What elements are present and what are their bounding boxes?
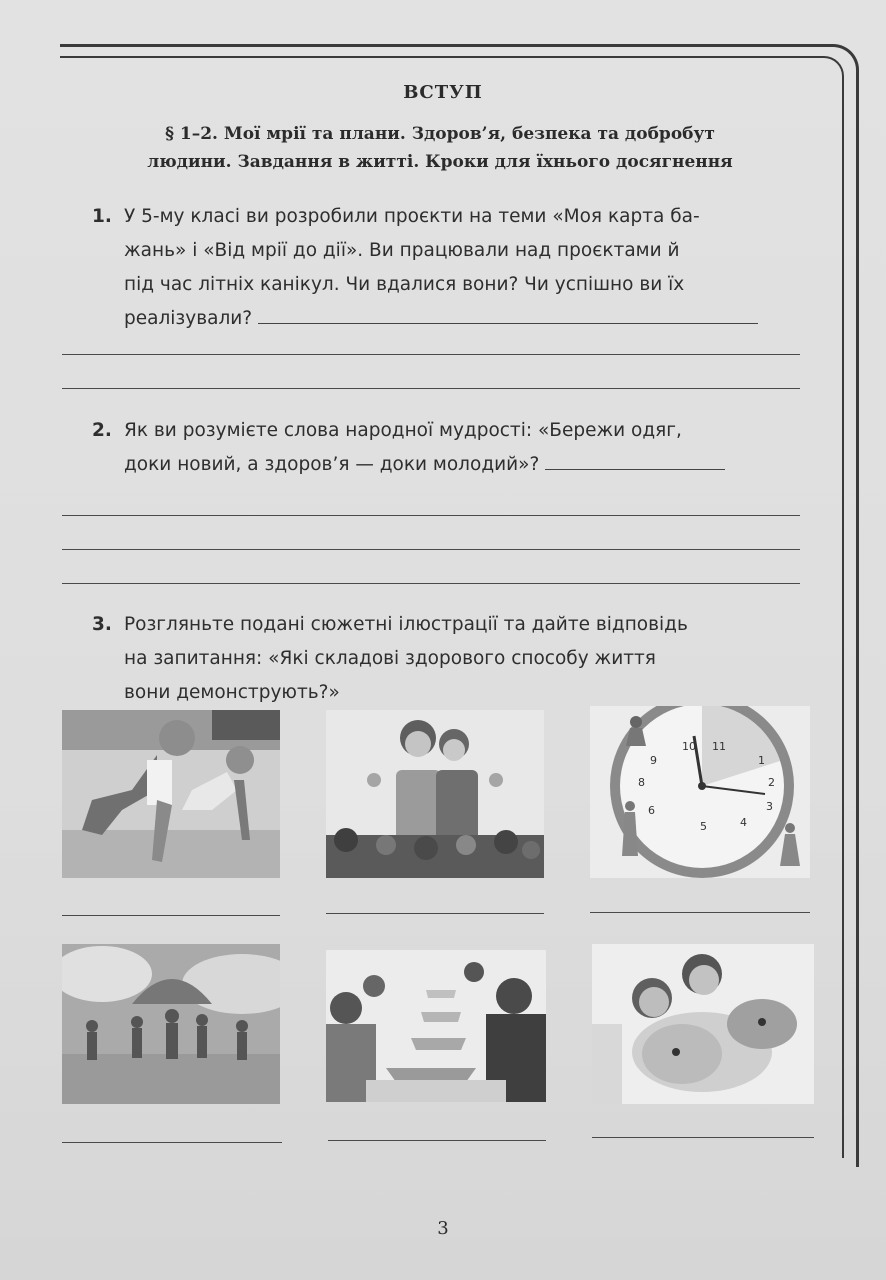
photo-kids-chess [326,950,546,1102]
answer-line[interactable] [590,912,810,913]
question-text-line: реалізували? [124,308,253,329]
clock-number: 11 [712,740,726,753]
clock-number: 4 [740,816,747,829]
photo-kids-exercise [62,710,280,878]
answer-line[interactable] [592,1137,814,1138]
question-text-line: доки новий, а здоров’я — доки молодий»? [124,454,540,475]
clock-number: 8 [638,776,645,789]
question-number: 3. [92,614,112,635]
section-title [90,120,790,176]
question-number: 1. [92,206,112,227]
section-heading: ВСТУП [403,82,483,103]
answer-line[interactable] [62,915,280,916]
photo-clock [590,706,810,878]
question-text-line: Як ви розумієте слова народної мудрості: «Бережи одяг, [124,420,682,441]
answer-line[interactable] [62,1142,282,1143]
clock-number: 5 [700,820,707,833]
section-title-line-2: людини. Завдання в житті. Кроки для їхнього досягнення [147,152,733,172]
answer-line-inline[interactable] [545,468,725,470]
page-number: 3 [437,1218,449,1239]
section-title-line-1: § 1–2. Мої мрії та плани. Здоров’я, безпека та добробут [165,124,715,144]
answer-line[interactable] [328,1140,546,1141]
question-text-line: У 5-му класі ви розробили проєкти на теми «Моя карта ба- [124,206,700,227]
question-text-line: на запитання: «Які складові здорового способу життя [124,648,656,669]
answer-line[interactable] [62,583,800,584]
clock-number: 2 [768,776,775,789]
answer-line-inline[interactable] [258,322,758,324]
answer-line[interactable] [326,913,544,914]
question-text-line: Розгляньте подані сюжетні ілюстрації та дайте відповідь [124,614,688,635]
question-text-line: вони демонструють?» [124,682,340,703]
photo-kids-running [62,944,280,1104]
clock-number: 10 [682,740,696,753]
question-text-line: під час літніх канікул. Чи вдалися вони? Чи успішно ви їх [124,274,685,295]
clock-number: 6 [648,804,655,817]
question-text-line: жань» і «Від мрії до дії». Ви працювали над проєктами й [124,240,680,261]
question-3 [92,608,804,710]
clock-number: 3 [766,800,773,813]
photo-kids-with-pets [592,944,814,1104]
answer-line[interactable] [62,549,800,550]
question-number: 2. [92,420,112,441]
clock-number: 9 [650,754,657,767]
answer-line[interactable] [62,354,800,355]
question-1 [92,200,804,336]
answer-line[interactable] [62,388,800,389]
clock-number: 1 [758,754,765,767]
answer-line[interactable] [62,515,800,516]
photo-kids-vegetables [326,710,544,878]
question-2 [92,414,804,482]
